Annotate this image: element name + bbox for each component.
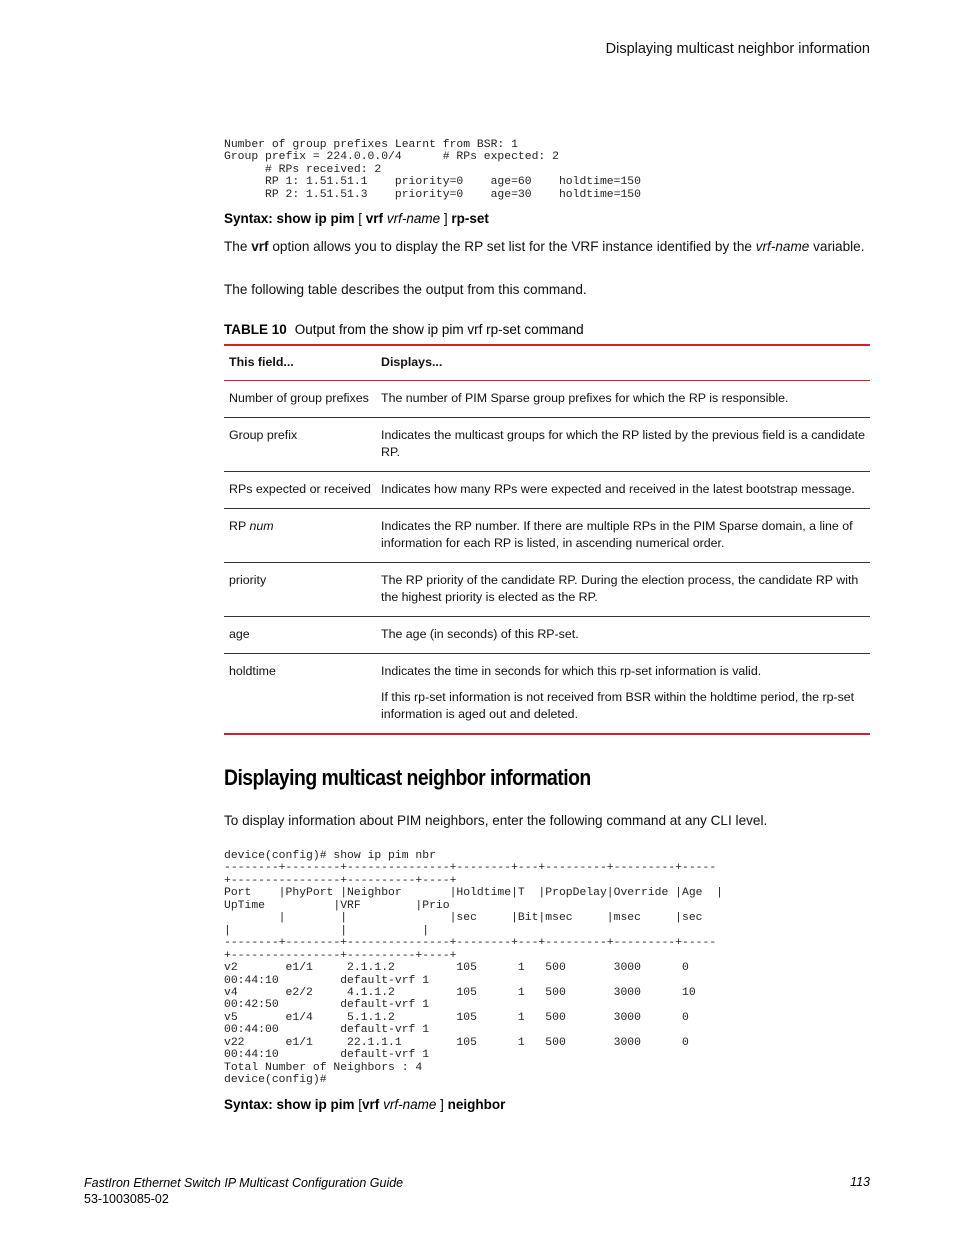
syntax-rp-set: Syntax: show ip pim [ vrf vrf-name ] rp-set: [224, 211, 489, 226]
table-row: RPs expected or received Indicates how many RPs were expected and received in the latest bootstrap message.: [224, 472, 870, 509]
rp-set-field-table: [224, 344, 870, 735]
running-header: Displaying multicast neighbor information: [605, 41, 870, 57]
table-intro-paragraph: The following table describes the output from this command.: [224, 282, 587, 297]
footer-guide-info: [84, 1175, 403, 1207]
footer-guide-title: FastIron Ethernet Switch IP Multicast Configuration Guide: [84, 1176, 404, 1190]
table-row: priority The RP priority of the candidate RP. During the election process, the candidate RP with the highest priority is elected as the RP.: [224, 563, 870, 617]
neighbor-intro-paragraph: To display information about PIM neighbors, enter the following command at any CLI level.: [224, 813, 768, 828]
syntax-label: Syntax: show ip pim: [224, 1097, 355, 1112]
table-row: age The age (in seconds) of this RP-set.: [224, 617, 870, 654]
syntax-variable: vrf-name: [386, 211, 441, 226]
vrf-option-paragraph: The vrf option allows you to display the RP set list for the VRF instance identified by the vrf-name variable.: [224, 239, 865, 254]
column-header-field: This field...: [224, 345, 376, 381]
table-row: RP num Indicates the RP number. If there are multiple RPs in the PIM Sparse domain, a line of information for each RP is listed, in ascending numerical order.: [224, 509, 870, 563]
table-row: Number of group prefixes The number of PIM Sparse group prefixes for which the RP is responsible.: [224, 381, 870, 418]
syntax-neighbor: Syntax: show ip pim [vrf vrf-name ] neighbor: [224, 1097, 506, 1112]
table-header-row: [224, 345, 870, 381]
syntax-variable: vrf-name: [383, 1097, 437, 1112]
column-header-displays: Displays...: [376, 345, 870, 381]
code-block-pim-nbr-output: device(config)# show ip pim nbr --------+--------+---------------+--------+---+---------+---------+----- +----------------+----------+----+ Port |PhyPort |Neighbor |Holdtime|T |PropDelay|Override |Age | UpTime |VRF |Prio | | |sec |Bit|msec |msec |sec | | | --------+--------+---------------+--------+---+---------+---------+----- +----------------+----------+----+ v2 e1/1 2.1.1.2 105 1 500 3000 0 00:44:10 default-vrf 1 v4 e2/2 4.1.1.2 105 1 500 3000 10 00:42:50 default-vrf 1 v5 e1/4 5.1.1.2 105 1 500 3000 0 00:44:00 default-vrf 1 v22 e1/1 22.1.1.1 105 1 500 3000 0 00:44:10 default-vrf 1 Total Number of Neighbors : 4 device(config)#: [224, 850, 723, 1087]
page-number: 113: [850, 1175, 870, 1189]
section-title: Displaying multicast neighbor information: [224, 765, 591, 790]
footer-doc-number: 53-1003085-02: [84, 1192, 169, 1206]
syntax-label: Syntax: show ip pim: [224, 211, 355, 226]
table-caption: TABLE 10 Output from the show ip pim vrf rp-set command: [224, 322, 584, 337]
table-row: holdtime Indicates the time in seconds for which this rp-set information is valid. If this rp-set information is not received from BSR within the holdtime period, the rp-set information is aged out and deleted.: [224, 654, 870, 735]
code-block-rp-set-output: Number of group prefixes Learnt from BSR: 1 Group prefix = 224.0.0.0/4 # RPs expected: 2 # RPs received: 2 RP 1: 1.51.51.1 priority=0 age=60 holdtime=150 RP 2: 1.51.51.3 priority=0 age=30 holdtime=150: [224, 139, 641, 201]
table-row: Group prefix Indicates the multicast groups for which the RP listed by the previous field is a candidate RP.: [224, 418, 870, 472]
